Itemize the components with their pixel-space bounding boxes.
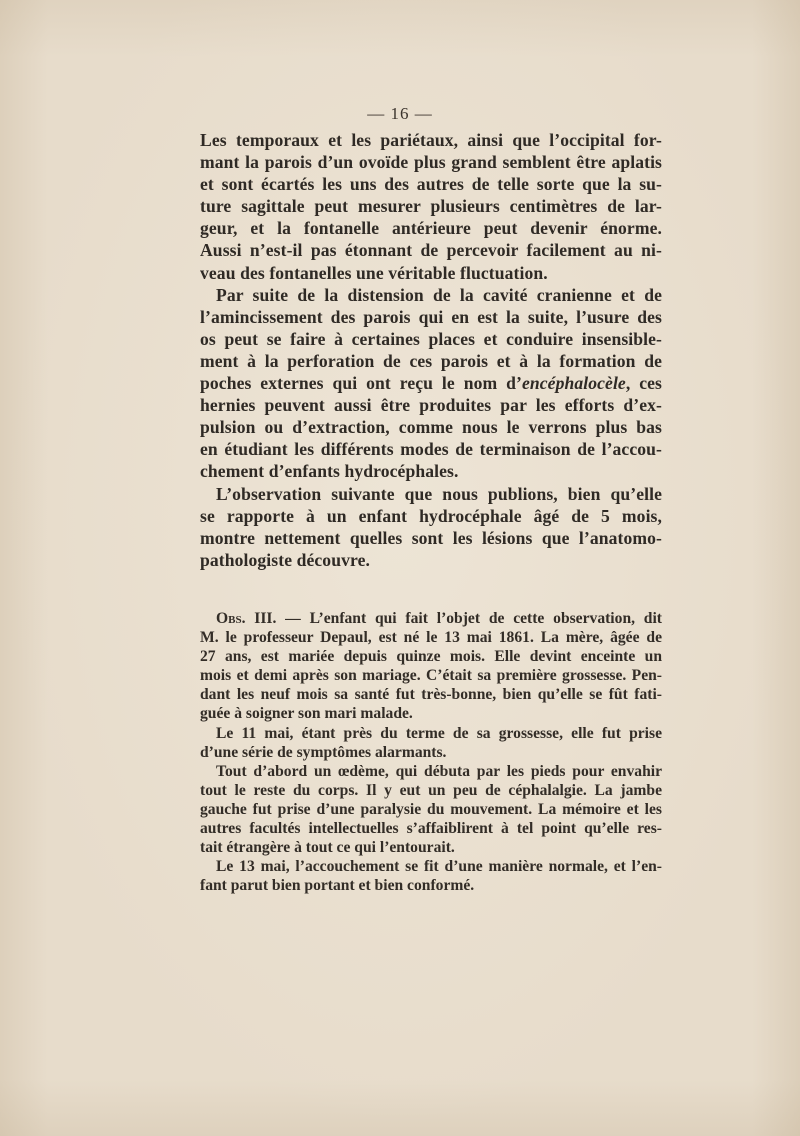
text-line: Obs. III. — L’enfant qui fait l’objet de cette observation, dit	[216, 610, 662, 627]
page-number: — 16 —	[367, 104, 433, 123]
text-line: Le 13 mai, l’accouchement se fit d’une manière normale, et l’en-	[216, 858, 662, 876]
observation-text-block	[200, 609, 662, 895]
text-line: Aussi n’est-il pas étonnant de percevoir facilement au ni-	[200, 240, 662, 261]
text-line: gauche fut prise d’une paralysie du mouvement. La mémoire et les	[200, 800, 662, 818]
text-line: Tout d’abord un œdème, qui débuta par les pieds pour envahir	[216, 762, 662, 780]
text-line: autres facultés intellectuelles s’affaiblirent à tel point qu’elle res-	[200, 820, 662, 838]
text-line: fant parut bien portant et bien conformé.	[200, 877, 475, 895]
text-line: poches externes qui ont reçu le nom d’encéphalocèle, ces	[200, 373, 662, 394]
text-line: guée à soigner son mari malade.	[200, 705, 413, 723]
text-line: mois et demi après son mariage. C’était sa première grossesse. Pen-	[200, 667, 662, 685]
text-line: Le 11 mai, étant près du terme de sa grossesse, elle fut prise	[216, 724, 662, 742]
text-line: l’amincissement des parois qui en est la suite, l’usure des	[200, 306, 662, 327]
text-line: ment à la perforation de ces parois et à la formation de	[200, 350, 662, 371]
text-line: montre nettement quelles sont les lésions que l’anatomo-	[200, 527, 662, 548]
text-line: L’observation suivante que nous publions, bien qu’elle	[216, 483, 662, 504]
text-line: geur, et la fontanelle antérieure peut devenir énorme.	[200, 218, 662, 239]
text-line: chement d’enfants hydrocéphales.	[200, 461, 459, 482]
text-line: veau des fontanelles une véritable fluctuation.	[200, 262, 548, 283]
main-text-block	[200, 129, 662, 571]
text-line: et sont écartés les uns des autres de telle sorte que la su-	[200, 174, 662, 195]
text-line: ture sagittale peut mesurer plusieurs centimètres de lar-	[200, 196, 662, 217]
text-line: d’une série de symptômes alarmants.	[200, 743, 447, 761]
text-line: pathologiste découvre.	[200, 549, 370, 570]
text-line: M. le professeur Depaul, est né le 13 mai 1861. La mère, âgée de	[200, 629, 662, 647]
text-line: tait étrangère à tout ce qui l’entourait.	[200, 839, 455, 857]
text-line: os peut se faire à certaines places et conduire insensible-	[200, 328, 662, 349]
text-line: pulsion ou d’extraction, comme nous le verrons plus bas	[200, 417, 662, 438]
text-line: Les temporaux et les pariétaux, ainsi que l’occipital for-	[200, 130, 662, 150]
observation-heading: Obs. III.	[216, 610, 277, 627]
text-line: hernies peuvent aussi être produites par les efforts d’ex-	[200, 395, 662, 416]
text-line: dant les neuf mois sa santé fut très-bonne, bien qu’elle se fût fati-	[200, 686, 662, 704]
text-line: Par suite de la distension de la cavité cranienne et de	[216, 284, 662, 305]
text-line: tout le reste du corps. Il y eut un peu de céphalalgie. La jambe	[200, 781, 662, 799]
text-line: mant la parois d’un ovoïde plus grand semblent être aplatis	[200, 152, 662, 173]
text-line: 27 ans, est mariée depuis quinze mois. Elle devint enceinte un	[200, 648, 662, 666]
text-line: se rapporte à un enfant hydrocéphale âgé de 5 mois,	[200, 505, 662, 526]
text-line: en étudiant les différents modes de terminaison de l’accou-	[200, 439, 662, 460]
